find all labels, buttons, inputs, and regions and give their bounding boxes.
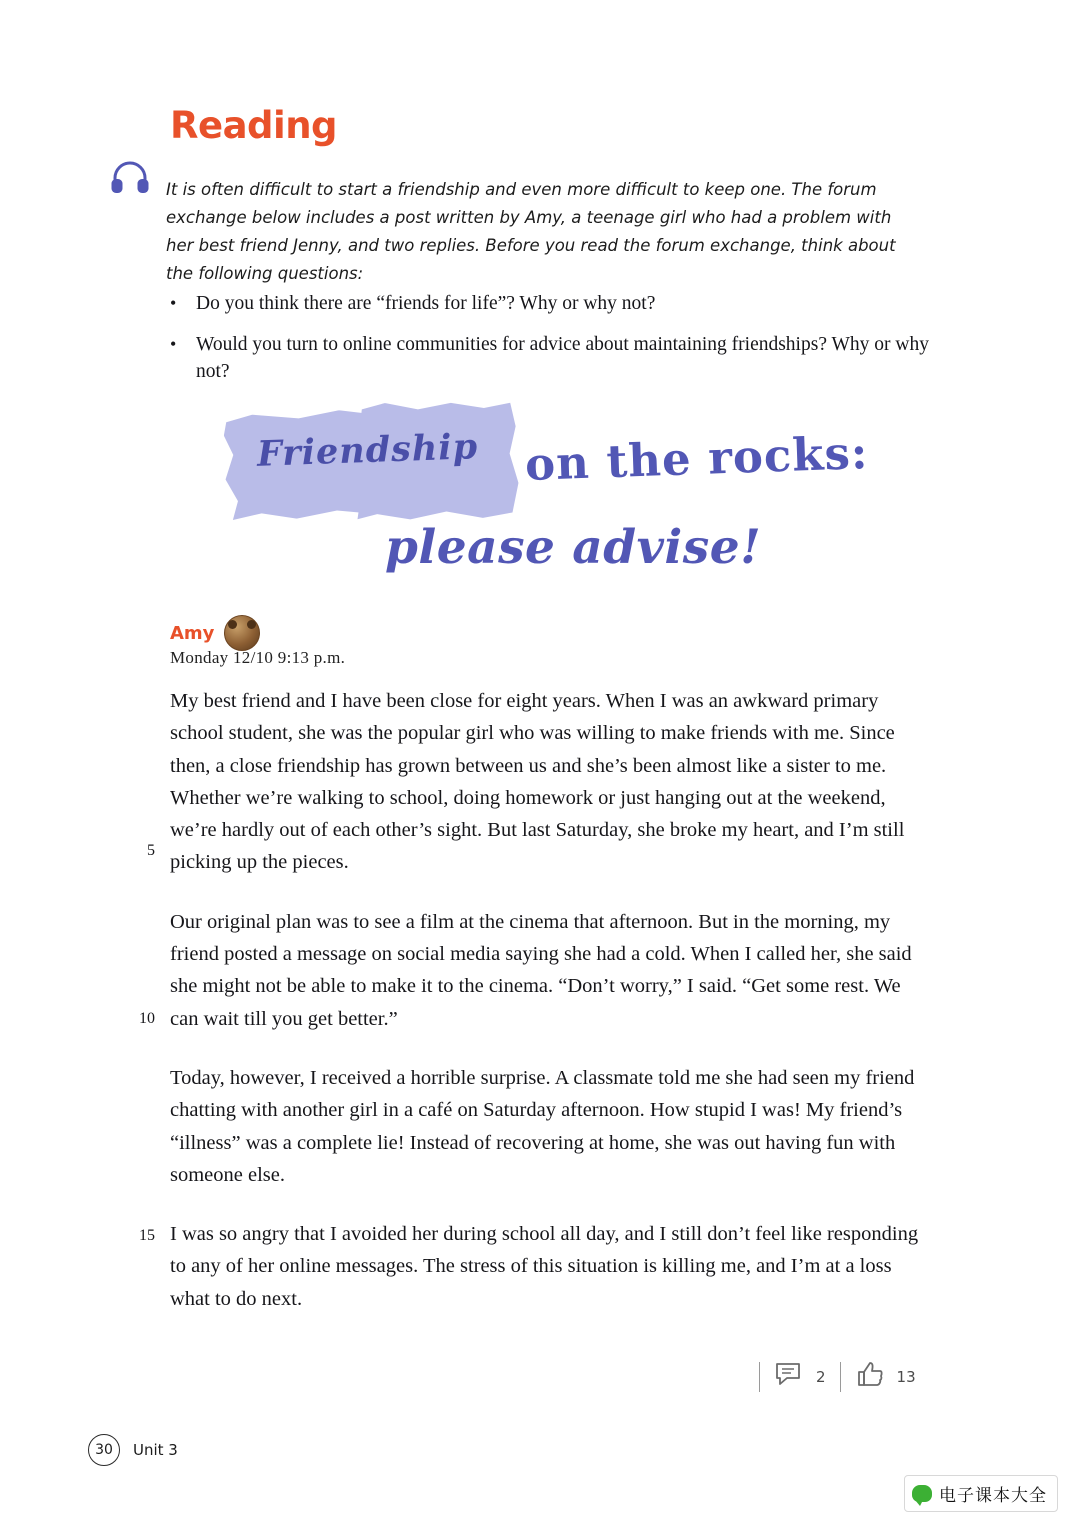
article-title-art	[225, 400, 915, 600]
list-item-label: Would you turn to online communities for advice about maintaining friendships? Why or why not?	[196, 334, 929, 382]
bullet-icon: •	[170, 334, 177, 354]
paragraph	[147, 685, 930, 879]
avatar	[224, 615, 260, 651]
comment-icon[interactable]	[774, 1361, 804, 1392]
page-footer	[88, 1434, 178, 1466]
paragraph-text: Our original plan was to see a film at the cinema that afternoon. But in the morning, my friend posted a message on social media saying she had a cold. When I called her, she said she might not be able to make it to the cinema. “Don’t worry,” I said. “Get some rest. We can wait till you get better.”	[170, 910, 912, 1030]
paragraph-text: Today, however, I received a horrible surprise. A classmate told me she had seen my friend chatting with another girl in a café on Saturday afternoon. How stupid I was! My friend’s “illness” was a complete lie! Instead of recovering at home, she was out having fun with someone else.	[170, 1066, 915, 1186]
list-item	[170, 331, 930, 385]
author-name: Amy	[170, 622, 215, 644]
paragraph	[170, 1062, 930, 1191]
post-timestamp: Monday 12/10 9:13 p.m.	[170, 648, 346, 667]
question-list	[170, 290, 930, 399]
headphones-icon	[110, 160, 150, 194]
wechat-icon	[912, 1485, 932, 1502]
paragraph-text: I was so angry that I avoided her during school all day, and I still don’t feel like responding to any of her online messages. The stress of this situation is killing me, and I’m at a loss what to do next.	[170, 1223, 919, 1310]
line-number: 5	[147, 842, 155, 859]
title-word-friendship: Friendship	[256, 426, 479, 475]
divider	[840, 1362, 841, 1392]
list-item-label: Do you think there are “friends for life”? Why or why not?	[196, 293, 656, 314]
post-body	[139, 685, 930, 1342]
comment-count: 2	[816, 1367, 826, 1386]
watermark	[904, 1475, 1058, 1512]
like-count: 13	[896, 1367, 916, 1386]
title-line-rocks: on the rocks:	[524, 426, 870, 491]
paragraph	[139, 1218, 930, 1315]
bullet-icon: •	[170, 293, 177, 313]
intro-paragraph: It is often difficult to start a friendship and even more difficult to keep one. The forum exchange below includes a post written by Amy, a teenage girl who had a problem with her best friend Jenny, and two replies. Before you read the forum exchange, think about the following questions:	[166, 180, 896, 283]
line-number: 10	[139, 1009, 155, 1027]
reaction-bar	[745, 1360, 916, 1393]
title-line-advise: please advise!	[385, 520, 762, 575]
post-author	[170, 615, 260, 651]
divider	[759, 1362, 760, 1392]
page-number: 30	[88, 1434, 120, 1466]
page-title: Reading	[170, 104, 338, 147]
thumbs-up-icon[interactable]	[855, 1360, 885, 1393]
paragraph	[139, 906, 930, 1035]
unit-label: Unit 3	[133, 1441, 178, 1459]
line-number: 15	[139, 1227, 155, 1245]
paragraph-text: My best friend and I have been close for eight years. When I was an awkward primary school student, she was the popular girl who was willing to make friends with me. Since then, a close friendship has grown between us and she’s been almost like a sister to me. Whether we’re walking to school, doing homework or just hanging out at the weekend, we’re hardly out of each other’s sight. But last Saturday, she broke my heart, and I’m still picking up the pieces.	[170, 690, 905, 874]
list-item	[170, 290, 930, 317]
watermark-label: 电子课本大全	[939, 1486, 1047, 1506]
